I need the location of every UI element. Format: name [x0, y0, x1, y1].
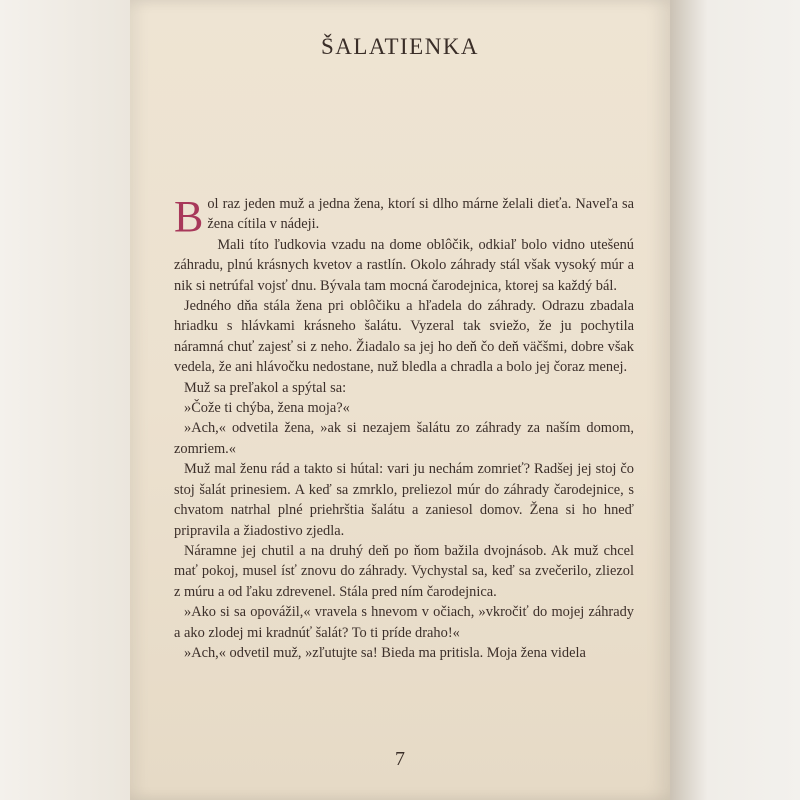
background-right: [668, 0, 800, 800]
paragraph: »Ako si sa opovážil,« vravela s hnevom v očiach, »vkročiť do mojej záhrady a ako zlodej mi kradnúť šalát? To ti príde draho!«: [174, 604, 634, 641]
page-number: 7: [395, 748, 405, 770]
paragraph: »Ach,« odvetil muž, »zľutujte sa! Bieda ma pritisla. Moja žena videla: [184, 644, 586, 661]
page-body: [174, 194, 634, 663]
paragraph: Muž mal ženu rád a takto si hútal: vari ju nechám zomrieť? Radšej jej stoj čo stoj šalát prinesiem. A keď sa zmrklo, preliezol múr do záhrady čarodejnice, s chvatom natrhal plné priehrštia šalátu a zaniesol domov. Žena si ho hneď pripravila a žiadostivo zjedla.: [174, 461, 634, 539]
book-page: [130, 0, 670, 800]
paragraph: Muž sa preľakol a spýtal sa:: [184, 379, 347, 396]
chapter-title: ŠALATIENKA: [320, 34, 480, 59]
paragraph-text: ol raz jeden muž a jedna žena, ktorí si dlho márne želali dieťa. Naveľa sa žena cítila v nádeji.: [207, 196, 634, 233]
paragraph-first: [174, 192, 634, 241]
paragraph: Mali títo ľudkovia vzadu na dome oblôčik, odkiaľ bolo vidno utešenú záhradu, plnú krásnych kvetov a rastlín. Okolo záhrady stál však vysoký múr a nik si netrúfal vojsť dnu. Bývala tam mocná čarodejnica, ktorej sa každý bál.: [174, 236, 634, 294]
paragraph: Náramne jej chutil a na druhý deň po ňom bažila dvojnásob. Ak muž chcel mať pokoj, musel ísť znovu do záhrady. Vychystal sa, keď sa zvečerilo, zliezol z múru a od ľaku zdrevenel. Stála pred ním čarodejnica.: [174, 542, 634, 600]
paragraph: Jedného dňa stála žena pri oblôčiku a hľadela do záhrady. Odrazu zbadala hriadku s hlávkami krásneho šalátu. Vyzeral tak sviežo, že ju pochytila náramná chuť zajesť si z neho. Žiadalo sa jej ho deň čo deň väčšmi, dobre však vedela, že ani hlávočku nedostane, nuž bledla a chradla a bolo jej čoraz menej.: [174, 298, 634, 376]
drop-cap: B: [174, 192, 204, 241]
paragraph: »Ach,« odvetila žena, »ak si nezajem šalátu zo záhrady za naším domom, zomriem.«: [174, 420, 634, 457]
background-left: [0, 0, 130, 800]
paragraph: »Čože ti chýba, žena moja?«: [184, 400, 350, 417]
